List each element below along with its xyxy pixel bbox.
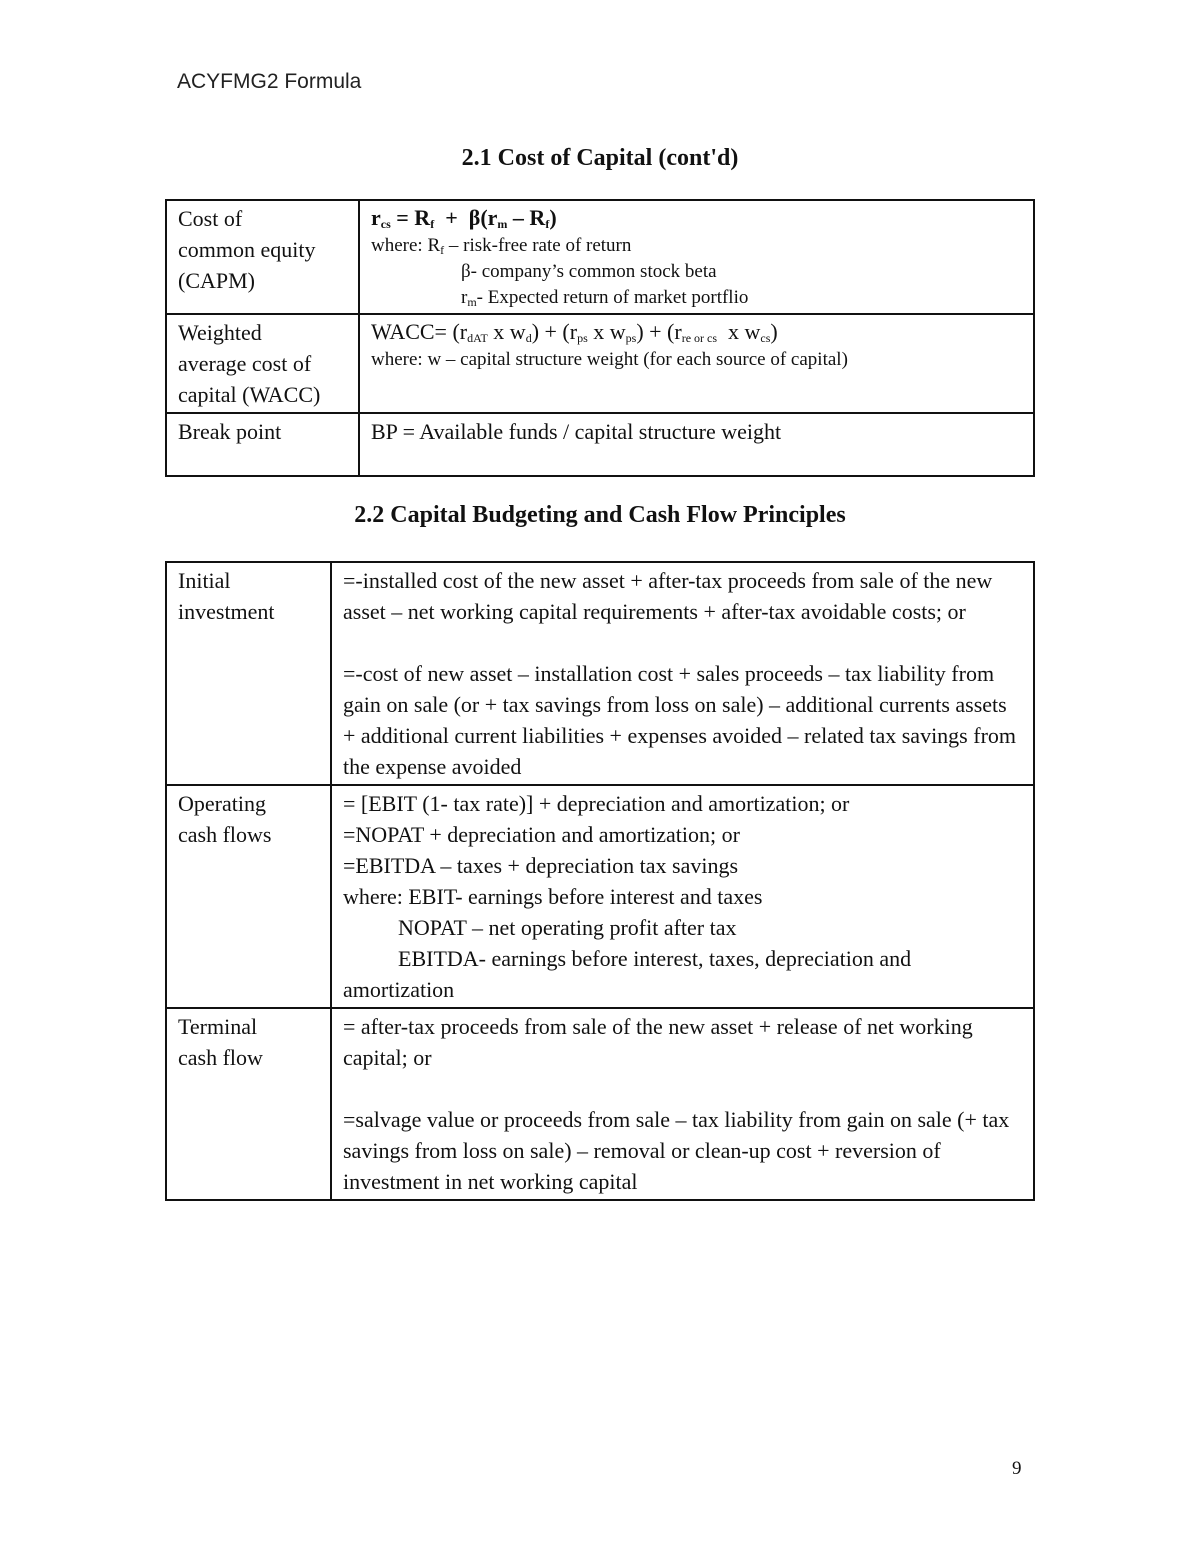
capm-where-beta: β- company’s common stock beta: [461, 261, 717, 282]
row-label-initial-investment: Initial investment: [166, 562, 331, 785]
operating-cash-flows-formula-cell: [331, 785, 1034, 1008]
table-row-wacc: [166, 314, 1034, 413]
ocf-formula-3: =EBITDA – taxes + depreciation tax savings: [343, 853, 739, 878]
table-row-terminal-cash-flow: [166, 1008, 1034, 1200]
initial-investment-formula-2: =-cost of new asset – installation cost + sales proceeds – tax liability from gain on sale (or + tax savings from loss on sale) – additional currents assets + additional current liabilities + expenses avoided – related tax savings from the expense avoided: [343, 661, 1017, 779]
wacc-where: where: w – capital structure weight (for each source of capital): [371, 349, 848, 370]
capm-formula-cell: [359, 200, 1034, 314]
ocf-where-ebit: where: EBIT- earnings before interest and taxes: [343, 884, 763, 909]
row-label-capm: Cost of common equity (CAPM): [166, 200, 359, 314]
initial-investment-formula-cell: [331, 562, 1034, 785]
row-label-wacc: Weighted average cost of capital (WACC): [166, 314, 359, 413]
row-label-terminal-cash-flow: Terminal cash flow: [166, 1008, 331, 1200]
tcf-formula-1: = after-tax proceeds from sale of the new asset + release of net working capital; or: [343, 1014, 973, 1070]
wacc-formula-cell: [359, 314, 1034, 413]
tcf-formula-2: =salvage value or proceeds from sale – tax liability from gain on sale (+ tax savings from loss on sale) – removal or clean-up cost + reversion of investment in net working capital: [343, 1107, 1010, 1194]
document-header: ACYFMG2 Formula: [177, 70, 362, 93]
table-row-capm: [166, 200, 1034, 314]
wacc-formula: WACC= ($r_{dAT}$ x $w_d) + (r_{ps}$ x $w_{ps}) + (r_{re or cs}$ x $w_{cs}$): [371, 319, 778, 345]
section-title-capital-budgeting: 2.2 Capital Budgeting and Cash Flow Principles: [354, 502, 846, 528]
section-title-cost-of-capital: 2.1 Cost of Capital (cont'd): [461, 145, 739, 171]
cost-of-capital-table: [165, 199, 1035, 477]
ocf-where-nopat: NOPAT – net operating profit after tax: [398, 915, 737, 940]
capm-formula: $r_{cs} = R_f + \beta(r_m - R_f)$: [371, 205, 557, 231]
ocf-where-ebitda-cont: amortization: [343, 977, 455, 1002]
terminal-cash-flow-formula-cell: [331, 1008, 1034, 1200]
capm-where-rf: where: $R_f$ – risk-free rate of return: [371, 235, 632, 257]
row-label-break-point: Break point: [166, 413, 359, 476]
break-point-formula: BP = Available funds / capital structure weight: [359, 413, 1034, 476]
capm-where-rm: $r_m-$ Expected return of market portflio: [461, 287, 749, 309]
table-row-operating-cash-flows: [166, 785, 1034, 1008]
ocf-formula-1: = [EBIT (1- tax rate)] + depreciation and amortization; or: [343, 791, 850, 816]
initial-investment-formula-1: =-installed cost of the new asset + after-tax proceeds from sale of the new asset – net working capital requirements + after-tax avoidable costs; or: [343, 568, 993, 624]
ocf-formula-2: =NOPAT + depreciation and amortization; or: [343, 822, 740, 847]
row-label-operating-cash-flows: Operating cash flows: [166, 785, 331, 1008]
ocf-where-ebitda: EBITDA- earnings before interest, taxes, depreciation and: [398, 946, 912, 971]
table-row-initial-investment: [166, 562, 1034, 785]
capital-budgeting-table: [165, 561, 1035, 1201]
page-number: 9: [1012, 1458, 1022, 1479]
table-row-break-point: [166, 413, 1034, 476]
